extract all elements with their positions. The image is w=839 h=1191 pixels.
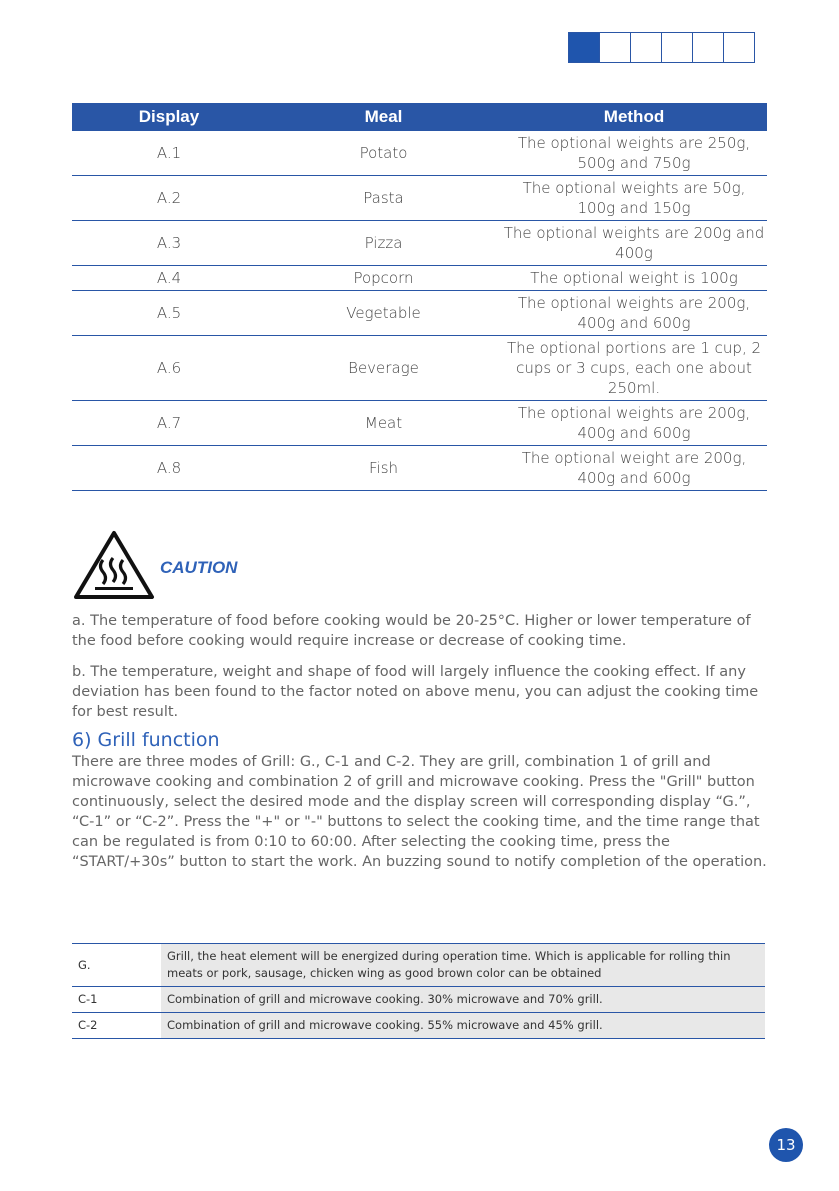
cell-meal: Potato — [266, 131, 501, 176]
table-row — [72, 291, 767, 336]
cell-meal: Popcorn — [266, 266, 501, 291]
cell-meal: Meat — [266, 401, 501, 446]
cell-meal: Fish — [266, 446, 501, 491]
mode-description: Combination of grill and microwave cooking. 30% microwave and 70% grill. — [161, 987, 765, 1013]
cell-method: The optional weights are 200g, 400g and 600g — [501, 401, 767, 446]
table-header-row — [72, 103, 767, 131]
section-tab-5 — [692, 32, 724, 63]
cell-display: A.7 — [72, 401, 266, 446]
caution-paragraph-a: a. The temperature of food before cooking would be 20-25°C. Higher or lower temperature of the food before cooking would require increase or decrease of cooking time. — [72, 613, 751, 649]
mode-description: Grill, the heat element will be energized during operation time. Which is applicable for rolling thin meats or pork, sausage, chicken wing as good brown color can be obtained — [161, 944, 765, 987]
cell-display: A.5 — [72, 291, 266, 336]
table-row — [72, 131, 767, 176]
cell-display: A.6 — [72, 336, 266, 401]
table-row — [72, 401, 767, 446]
cell-method: The optional weights are 200g, 400g and 600g — [501, 291, 767, 336]
table-row — [72, 944, 765, 987]
cell-method: The optional weight is 100g — [501, 266, 767, 291]
section-tabs — [569, 32, 755, 63]
cell-method: The optional portions are 1 cup, 2 cups or 3 cups, each one about 250ml. — [501, 336, 767, 401]
cell-display: A.8 — [72, 446, 266, 491]
table-row — [72, 987, 765, 1013]
cell-meal: Pizza — [266, 221, 501, 266]
table-row — [72, 336, 767, 401]
section-tab-3 — [630, 32, 662, 63]
grill-description: There are three modes of Grill: G., C-1 and C-2. They are grill, combination 1 of grill and microwave cooking and combination 2 of grill and microwave cooking. Press the "Grill" button continuously, select the desired mode and the display screen will corresponding display “G.”, “C-1” or “C-2”. Press the "+" or "-" buttons to select the cooking time, and the time range that can be regulated is from 0:10 to 60:00. After selecting the cooking time, press the “START/+30s” button to start the work. An buzzing sound to notify completion of the operation. — [72, 754, 767, 870]
mode-code: C-1 — [72, 987, 161, 1013]
grill-modes-table — [72, 943, 765, 1039]
cell-method: The optional weights are 200g and 400g — [501, 221, 767, 266]
table-row — [72, 221, 767, 266]
caution-title: CAUTION — [160, 558, 238, 577]
section-tab-1 — [568, 32, 600, 63]
table-row — [72, 266, 767, 291]
mode-description: Combination of grill and microwave cooking. 55% microwave and 45% grill. — [161, 1013, 765, 1039]
hot-surface-warning-icon — [73, 530, 155, 600]
cell-display: A.3 — [72, 221, 266, 266]
header-meal: Meal — [266, 103, 501, 131]
cell-meal: Beverage — [266, 336, 501, 401]
cell-display: A.2 — [72, 176, 266, 221]
cell-display: A.1 — [72, 131, 266, 176]
section-tab-4 — [661, 32, 693, 63]
cell-method: The optional weight are 200g, 400g and 600g — [501, 446, 767, 491]
table-row — [72, 1013, 765, 1039]
header-method: Method — [501, 103, 767, 131]
mode-code: G. — [72, 944, 161, 987]
table-row — [72, 446, 767, 491]
cell-method: The optional weights are 50g, 100g and 150g — [501, 176, 767, 221]
cell-method: The optional weights are 250g, 500g and 750g — [501, 131, 767, 176]
header-display: Display — [72, 103, 266, 131]
table-row — [72, 176, 767, 221]
cell-meal: Pasta — [266, 176, 501, 221]
auto-menu-table — [72, 103, 767, 491]
section-tab-6 — [723, 32, 755, 63]
page-number: 13 — [769, 1128, 803, 1162]
caution-paragraph-b: b. The temperature, weight and shape of food will largely influence the cooking effect. If any deviation has been found to the factor noted on above menu, you can adjust the cooking time for best result. — [72, 664, 759, 720]
cell-display: A.4 — [72, 266, 266, 291]
cell-meal: Vegetable — [266, 291, 501, 336]
grill-section-title: 6) Grill function — [72, 729, 220, 751]
mode-code: C-2 — [72, 1013, 161, 1039]
section-tab-2 — [599, 32, 631, 63]
